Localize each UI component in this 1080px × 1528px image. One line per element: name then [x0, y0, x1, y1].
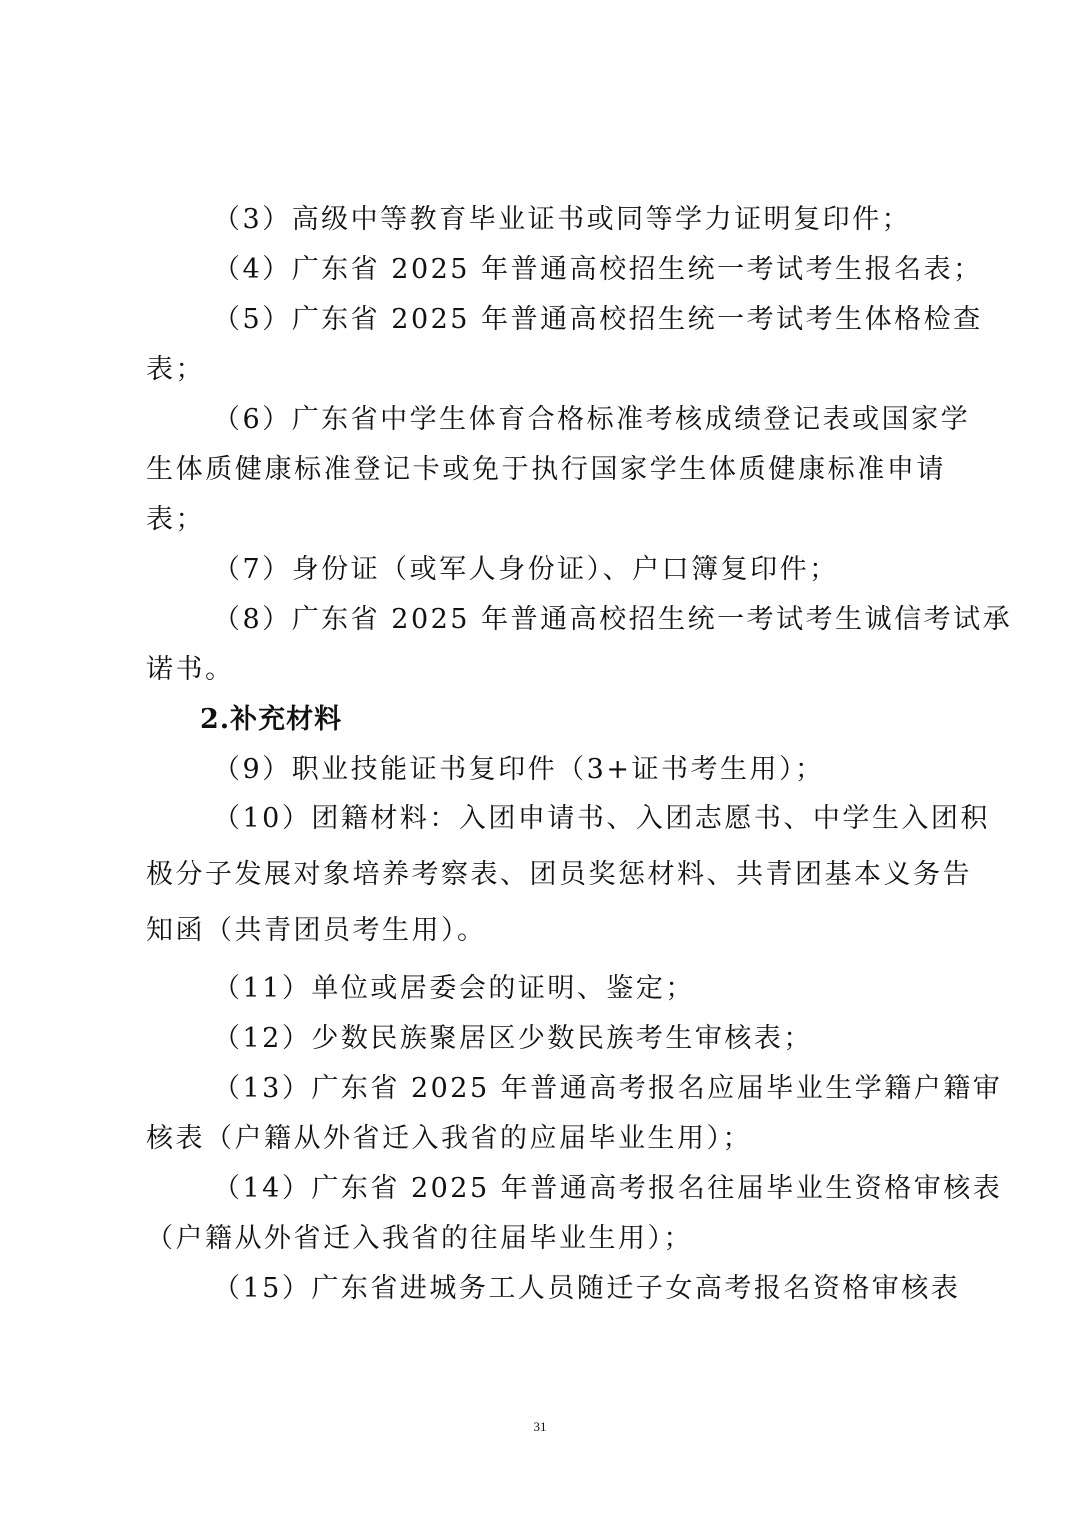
item-number: （8） [213, 604, 292, 635]
item-text: 广东省 2025 年普通高校招生统一考试考生报名表； [291, 254, 983, 285]
list-item [213, 1271, 961, 1307]
item-number: （7） [213, 554, 292, 585]
list-item [213, 1171, 1003, 1207]
item-number: （13） [213, 1073, 312, 1104]
item-text: 少数民族聚居区少数民族考生审核表； [311, 1023, 813, 1054]
item-text: 广东省进城务工人员随迁子女高考报名资格审核表 [311, 1273, 961, 1304]
item-number: （4） [213, 254, 292, 285]
list-item [213, 602, 1013, 638]
list-item [213, 302, 983, 338]
list-item [213, 971, 695, 1007]
item-text: 广东省 2025 年普通高校招生统一考试考生体格检查 [291, 304, 983, 335]
list-item [213, 1021, 813, 1057]
item-number: （6） [213, 404, 292, 435]
item-number: （5） [213, 304, 292, 335]
list-item-continuation: 表； [146, 354, 205, 385]
item-number: （3） [213, 204, 292, 235]
list-item-continuation: 表； [146, 504, 205, 535]
item-text: 广东省 2025 年普通高考报名应届毕业生学籍户籍审 [311, 1073, 1003, 1104]
list-item [213, 752, 825, 788]
list-item-continuation: 极分子发展对象培养考察表、团员奖惩材料、共青团基本义务告 [146, 859, 972, 890]
item-number: （14） [213, 1173, 312, 1204]
item-text: 高级中等教育毕业证书或同等学力证明复印件； [291, 204, 912, 235]
item-number: （12） [213, 1023, 312, 1054]
list-item [213, 202, 911, 238]
list-item [213, 252, 983, 288]
item-text: 身份证（或军人身份证）、户口簿复印件； [291, 554, 839, 585]
item-text: 单位或居委会的证明、鉴定； [311, 973, 695, 1004]
item-text: 广东省中学生体育合格标准考核成绩登记表或国家学 [291, 404, 971, 435]
list-item-continuation: 诺书。 [146, 654, 235, 685]
item-text: 职业技能证书复印件（3+证书考生用）； [291, 754, 825, 785]
item-number: （9） [213, 754, 292, 785]
item-text: 团籍材料：入团申请书、入团志愿书、中学生入团积 [311, 803, 990, 834]
item-number: （15） [213, 1273, 312, 1304]
item-number: （11） [213, 973, 312, 1004]
list-item-continuation: （户籍从外省迁入我省的往届毕业生用）； [146, 1223, 693, 1254]
list-item-continuation: 生体质健康标准登记卡或免于执行国家学生体质健康标准申请 [146, 454, 946, 485]
list-item [213, 552, 839, 588]
section-heading: 2.补充材料 [200, 704, 343, 735]
list-item [213, 402, 971, 438]
list-item [213, 1071, 1003, 1107]
item-text: 广东省 2025 年普通高校招生统一考试考生诚信考试承 [291, 604, 1013, 635]
list-item [213, 801, 990, 837]
page-number: 31 [533, 1419, 547, 1434]
item-text: 广东省 2025 年普通高考报名往届毕业生资格审核表 [311, 1173, 1003, 1204]
list-item-continuation: 知函（共青团员考生用）。 [146, 915, 487, 946]
item-number: （10） [213, 803, 312, 834]
list-item-continuation: 核表（户籍从外省迁入我省的应届毕业生用）； [146, 1123, 752, 1154]
